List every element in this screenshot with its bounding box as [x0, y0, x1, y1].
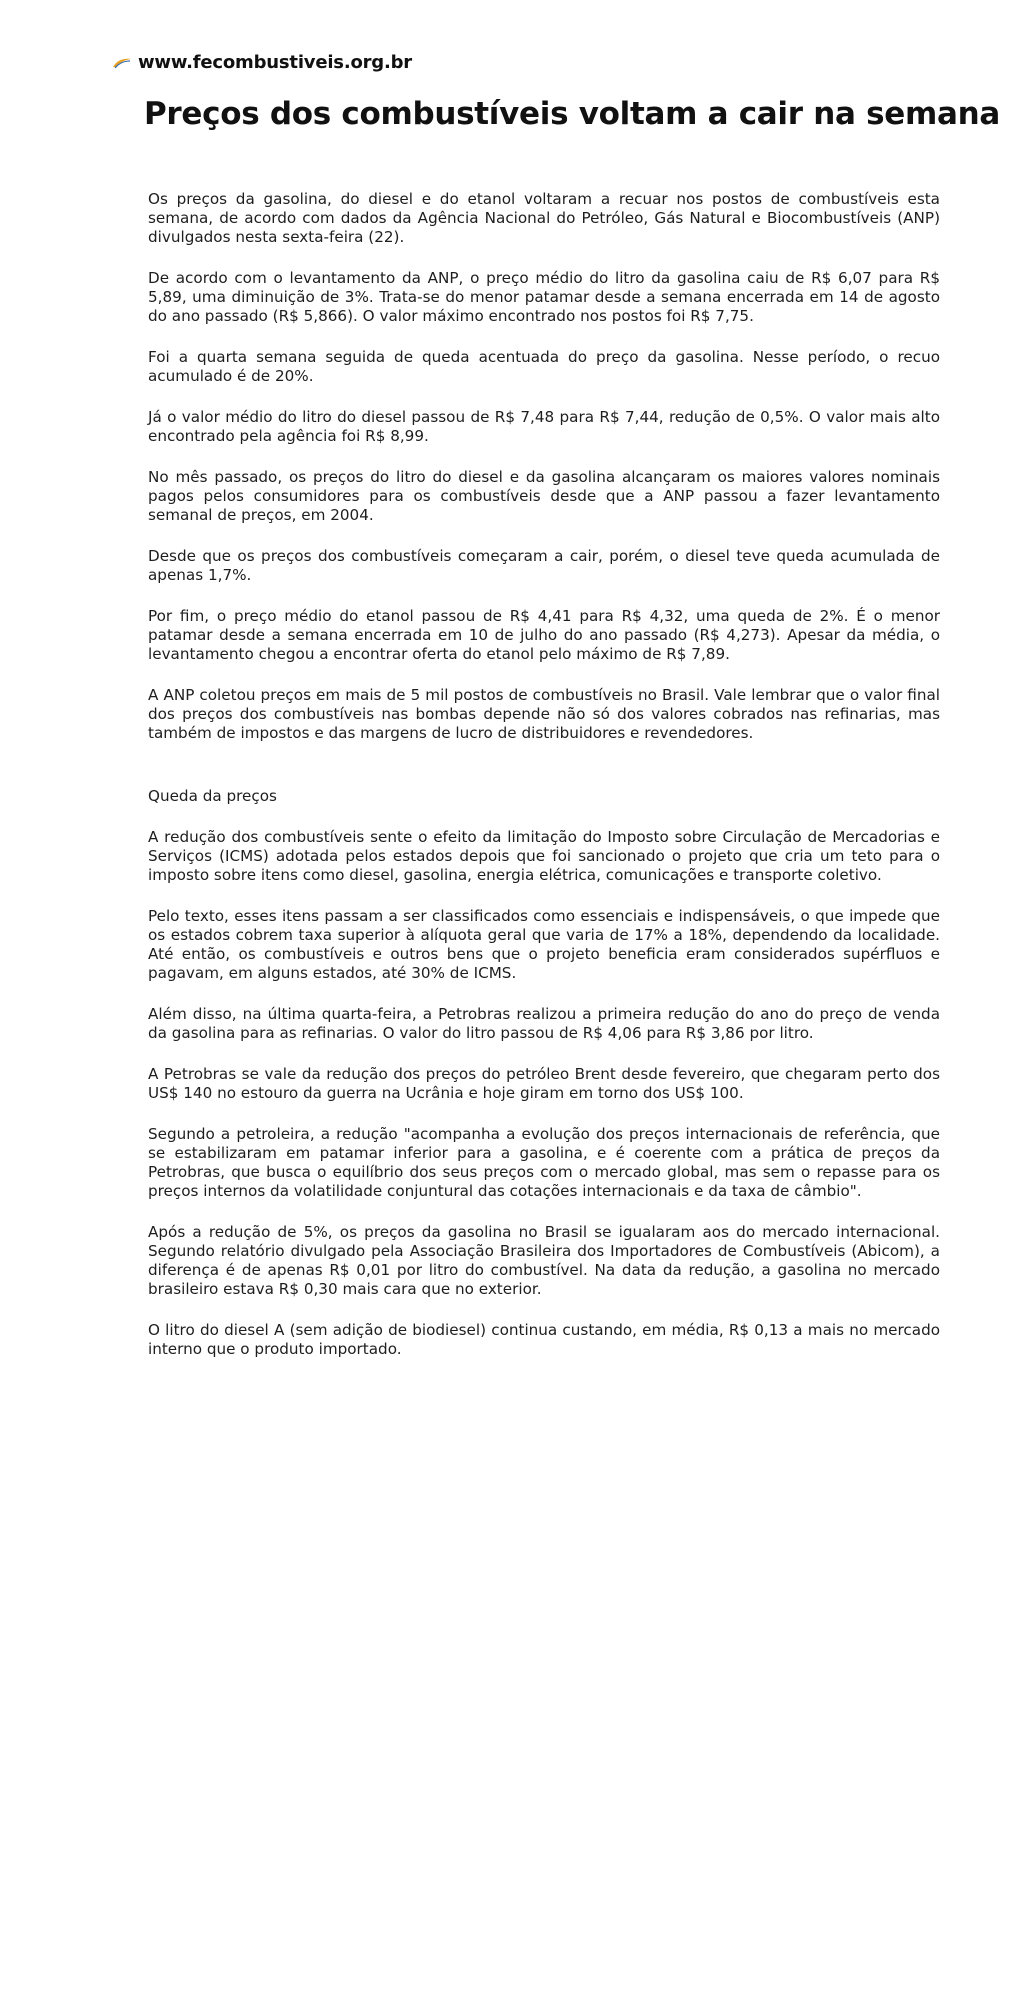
article-paragraph: Após a redução de 5%, os preços da gasolina no Brasil se igualaram aos do mercado internacional. Segundo relatório divulgado pela Associação Brasileira dos Importadores de Combustíveis (Abicom), a diferença é de apenas R$ 0,01 por litro do combustível. Na data da redução, a gasolina no mercado brasileiro estava R$ 0,30 mais cara que no exterior. — [148, 1223, 940, 1298]
article-paragraph: A ANP coletou preços em mais de 5 mil postos de combustíveis no Brasil. Vale lembrar que o valor final dos preços dos combustíveis nas bombas depende não só dos valores cobrados nas refinarias, mas também de impostos e das margens de lucro de distribuidores e revendedores. — [148, 686, 940, 742]
article-paragraph: Por fim, o preço médio do etanol passou de R$ 4,41 para R$ 4,32, uma queda de 2%. É o menor patamar desde a semana encerrada em 10 de julho do ano passado (R$ 4,273). Apesar da média, o levantamento chegou a encontrar oferta do etanol pelo máximo de R$ 7,89. — [148, 607, 940, 663]
article-paragraph: Foi a quarta semana seguida de queda acentuada do preço da gasolina. Nesse período, o recuo acumulado é de 20%. — [148, 348, 940, 385]
article-paragraph: Já o valor médio do litro do diesel passou de R$ 7,48 para R$ 7,44, redução de 0,5%. O valor mais alto encontrado pela agência foi R$ 8,99. — [148, 408, 940, 445]
site-url[interactable]: www.fecombustiveis.org.br — [138, 52, 412, 73]
section-subheading: Queda da preços — [148, 787, 277, 805]
article-paragraph: Segundo a petroleira, a redução "acompanha a evolução dos preços internacionais de referência, que se estabilizaram em patamar inferior para a gasolina, e é coerente com a prática de preços da Petrobras, que busca o equilíbrio dos seus preços com o mercado global, mas sem o repasse para os preços internos da volatilidade conjuntural das cotações internacionais e da taxa de câmbio". — [148, 1125, 940, 1200]
article-body — [148, 190, 940, 1381]
article-paragraph: A redução dos combustíveis sente o efeito da limitação do Imposto sobre Circulação de Mercadorias e Serviços (ICMS) adotada pelos estados depois que foi sancionado o projeto que cria um teto para o imposto sobre itens como diesel, gasolina, energia elétrica, comunicações e transporte coletivo. — [148, 828, 940, 884]
flame-swoosh-icon — [112, 57, 132, 69]
page-title: Preços dos combustíveis voltam a cair na semana — [144, 96, 1000, 132]
article-paragraph: A Petrobras se vale da redução dos preços do petróleo Brent desde fevereiro, que chegaram perto dos US$ 140 no estouro da guerra na Ucrânia e hoje giram em torno dos US$ 100. — [148, 1065, 940, 1102]
article-paragraph: De acordo com o levantamento da ANP, o preço médio do litro da gasolina caiu de R$ 6,07 para R$ 5,89, uma diminuição de 3%. Trata-se do menor patamar desde a semana encerrada em 14 de agosto do ano passado (R$ 5,866). O valor máximo encontrado nos postos foi R$ 7,75. — [148, 269, 940, 325]
article-paragraph: O litro do diesel A (sem adição de biodiesel) continua custando, em média, R$ 0,13 a mais no mercado interno que o produto importado. — [148, 1321, 940, 1358]
article-paragraph: Além disso, na última quarta-feira, a Petrobras realizou a primeira redução do ano do preço de venda da gasolina para as refinarias. O valor do litro passou de R$ 4,06 para R$ 3,86 por litro. — [148, 1005, 940, 1042]
site-header — [112, 52, 412, 73]
article-paragraph: Os preços da gasolina, do diesel e do etanol voltaram a recuar nos postos de combustíveis esta semana, de acordo com dados da Agência Nacional do Petróleo, Gás Natural e Biocombustíveis (ANP) divulgados nesta sexta-feira (22). — [148, 190, 940, 246]
article-paragraph: Desde que os preços dos combustíveis começaram a cair, porém, o diesel teve queda acumulada de apenas 1,7%. — [148, 547, 940, 584]
article-paragraph: No mês passado, os preços do litro do diesel e da gasolina alcançaram os maiores valores nominais pagos pelos consumidores para os combustíveis desde que a ANP passou a fazer levantamento semanal de preços, em 2004. — [148, 468, 940, 524]
article-paragraph: Pelo texto, esses itens passam a ser classificados como essenciais e indispensáveis, o que impede que os estados cobrem taxa superior à alíquota geral que varia de 17% a 18%, dependendo da localidade. Até então, os combustíveis e outros bens que o projeto beneficia eram considerados supérfluos e pagavam, em alguns estados, até 30% de ICMS. — [148, 907, 940, 982]
